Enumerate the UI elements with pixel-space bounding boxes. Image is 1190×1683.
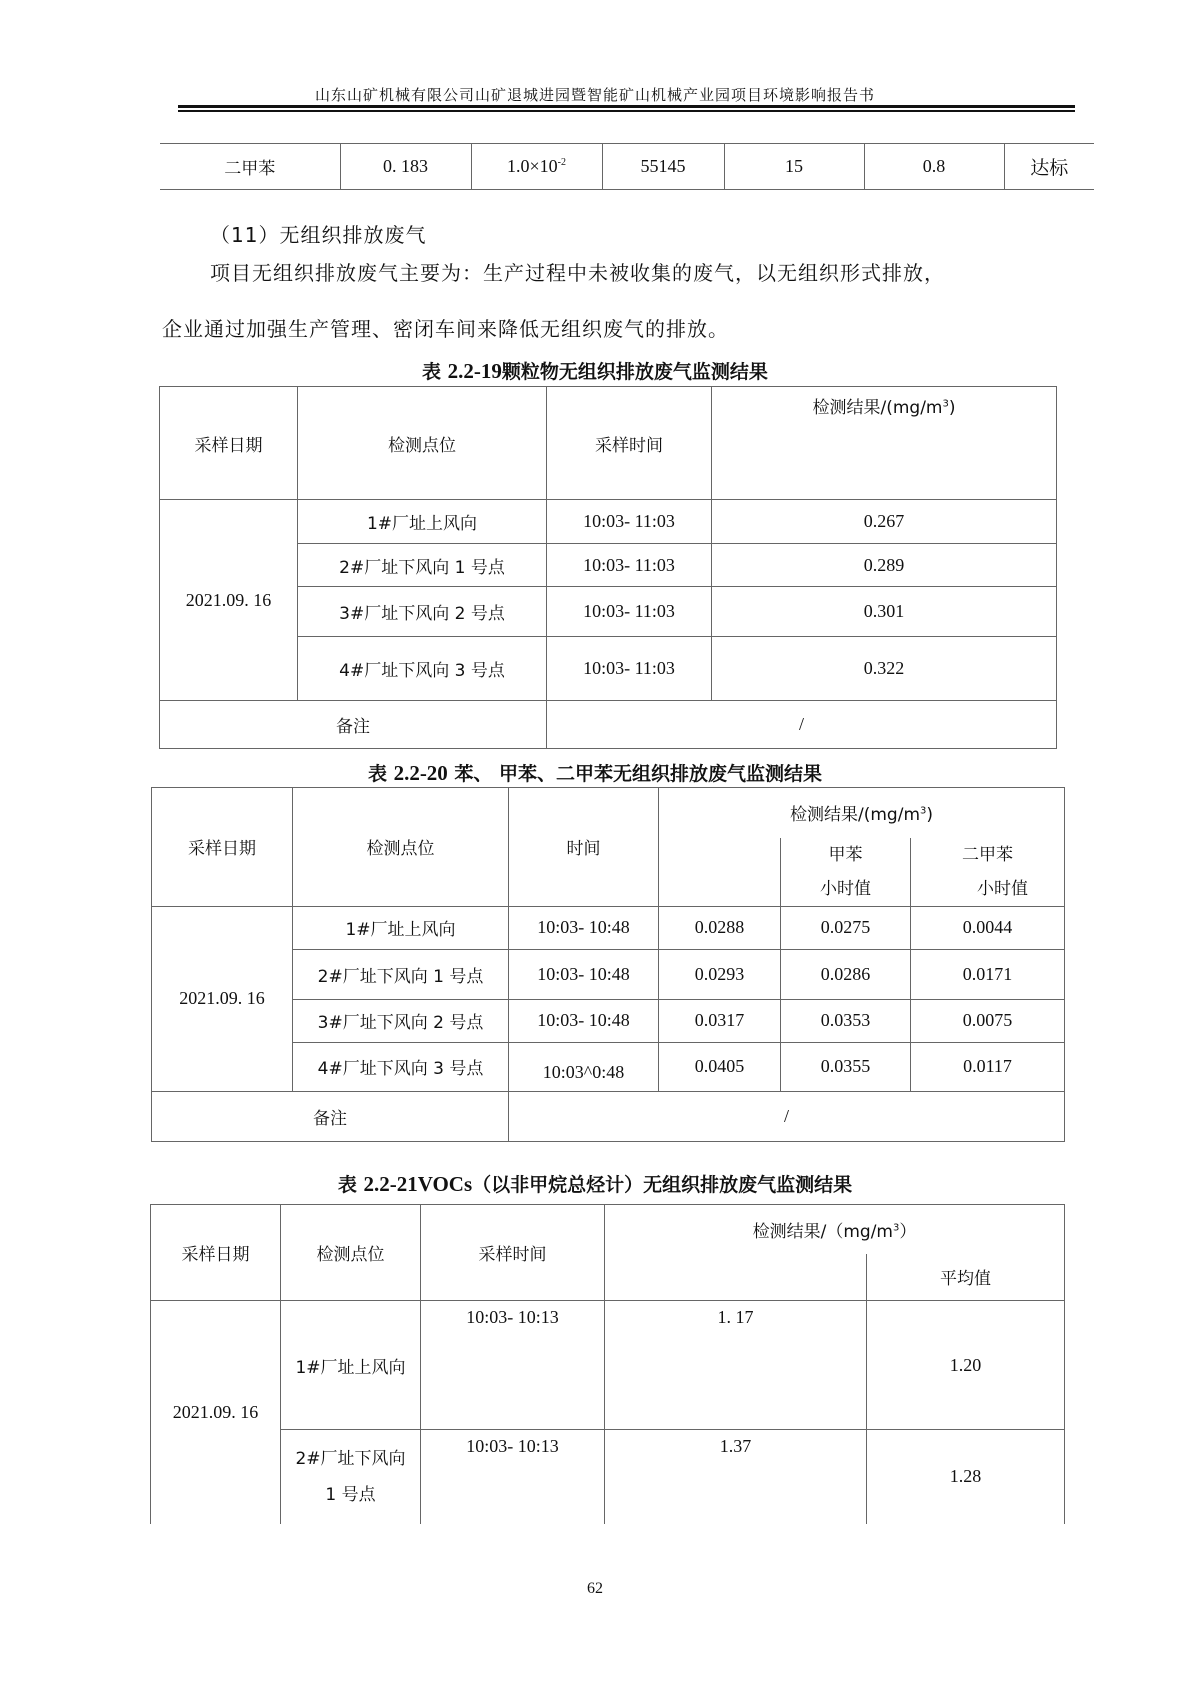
running-header: 山东山矿机械有限公司山矿退城进园暨智能矿山机械产业园项目环境影响报告书 (314, 86, 875, 104)
table-row: 3#厂址下风向 2 号点 10:03- 10:48 0.0317 0.0353 0.0075 (152, 999, 1065, 1042)
page-number: 62 (587, 1580, 603, 1597)
remark-row: 备注 / (160, 701, 1057, 749)
table-caption: 表 2.2-19颗粒物无组织排放废气监测结果 (422, 359, 768, 383)
remark-row: 备注 / (152, 1091, 1065, 1141)
table-row: 2#厂址下风向 1 号点 10:03- 11:03 0.289 (160, 544, 1057, 587)
table-row: 2#厂址下风向 1 号点 10:03- 10:48 0.0293 0.0286 0.0171 (152, 949, 1065, 999)
header-rule (178, 110, 1075, 112)
table-20: 采样日期 检测点位 时间 检测结果$/(mg/m^3)$ 甲苯 小时值 二甲苯 小时值 2021.09. 16 1#厂址上风向 10:03- 10:48 0.0288 0.0275 0.0044 2#厂址下风向 1 号点 10:03- 10:48 0.0293 0.0286 0.0171 3#厂址下风向 2 号点 10:03- 10:48 0.0317 0.0353 0.0075 4#厂址下风向 3 号点 10:03^0:48 0.0405 0.0355 0.0117 备注 / (151, 787, 1065, 1142)
table-row: 4#厂址下风向 3 号点 10:03^0:48 0.0405 0.0355 0.0117 (152, 1042, 1065, 1091)
prev-table-fragment (160, 143, 1094, 190)
table-19: 采样日期 检测点位 采样时间 检测结果$/(mg/m^3)$ 2021.09. 16 1#厂址上风向 10:03- 11:03 0.267 2#厂址下风向 1 号点 10:03- 11:03 0.289 3#厂址下风向 2 号点 10:03- 11:03 0.301 4#厂址下风向 3 号点 10:03- 11:03 0.322 备注 / (159, 386, 1057, 749)
paragraph: 企业通过加强生产管理、密闭车间来降低无组织废气的排放。 (162, 317, 729, 341)
table-21: 采样日期 检测点位 采样时间 检测结果$/(mg/m^3)$ 平均值 2021.09. 16 1#厂址上风向 10:03- 10:13 1. 17 1.20 2#厂址下风向 1 号点 10:03- 10:13 1.37 1.28 (150, 1204, 1065, 1524)
paragraph: 项目无组织排放废气主要为：生产过程中未被收集的废气，以无组织形式排放， (210, 261, 945, 285)
table-row: 3#厂址下风向 2 号点 10:03- 11:03 0.301 (160, 587, 1057, 637)
table-row: 2021.09. 16 1#厂址上风向 10:03- 10:13 1. 17 1.20 (151, 1301, 1065, 1430)
table-row: 二甲苯 0. 183 $1.0\times 10^{-2}$ 55145 15 0.8 达标 (160, 144, 1094, 190)
table-caption: 表 2.2-21VOCs（以非甲烷总烃计）无组织排放废气监测结果 (337, 1172, 853, 1196)
header-rule (178, 105, 1075, 108)
table-row: 4#厂址下风向 3 号点 10:03- 11:03 0.322 (160, 637, 1057, 701)
section-heading: （11）无组织排放废气 (210, 223, 427, 247)
table-caption: 表 2.2-20 苯、 甲苯、二甲苯无组织排放废气监测结果 (367, 761, 823, 785)
table-row: 2#厂址下风向 1 号点 10:03- 10:13 1.37 1.28 (151, 1430, 1065, 1524)
table-row: 2021.09. 16 1#厂址上风向 10:03- 11:03 0.267 (160, 500, 1057, 544)
table-row: 2021.09. 16 1#厂址上风向 10:03- 10:48 0.0288 0.0275 0.0044 (152, 906, 1065, 949)
